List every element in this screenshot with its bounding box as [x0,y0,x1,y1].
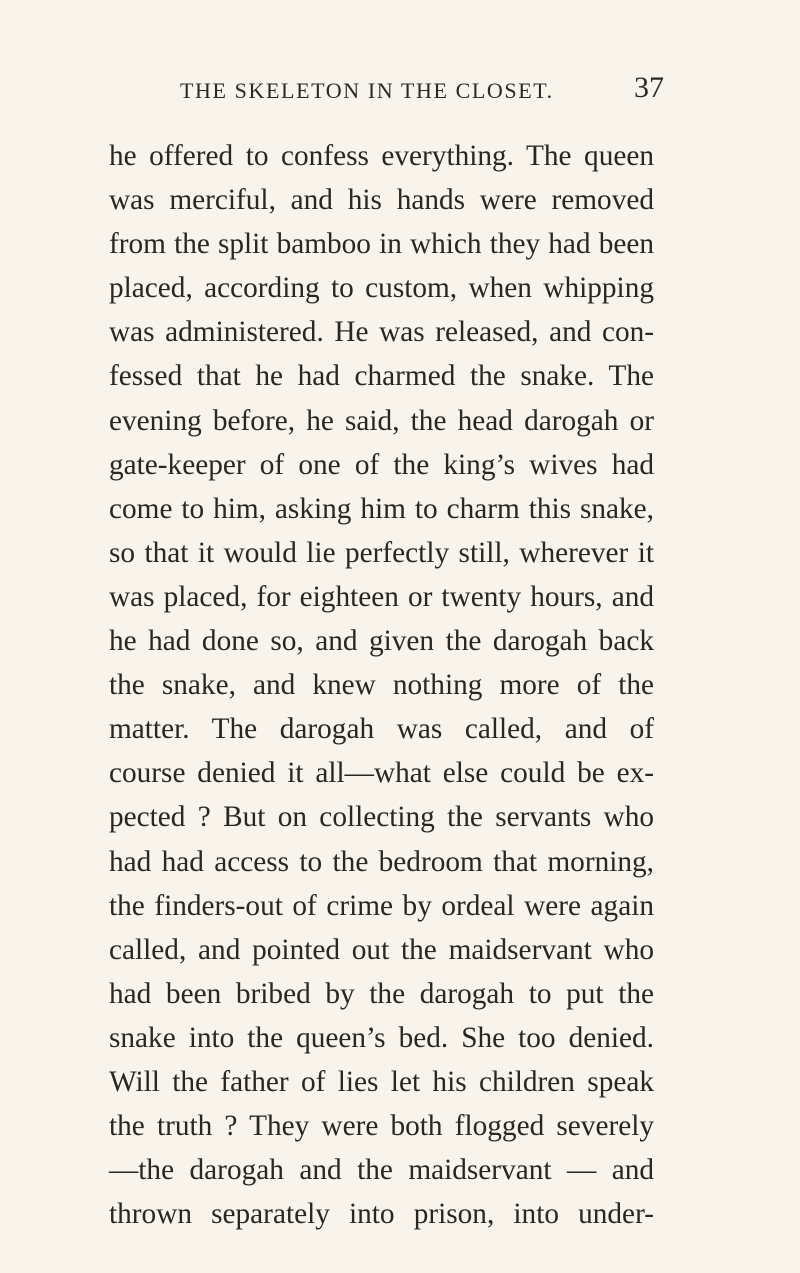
text-line: snake into the queen’s bed. She too denied. [109,1021,654,1054]
text-line: had had access to the bedroom that morning, [109,845,654,878]
text-line: from the split bamboo in which they had been [109,228,654,261]
text-line: he offered to confess everything. The queen [109,140,654,172]
text-line: evening before, he said, the head darogah or [109,404,654,437]
text-line: course denied it all—what else could be ex- [109,757,654,790]
page-number: 37 [634,71,664,104]
text-line: matter. The darogah was called, and of [109,713,654,746]
text-line: fessed that he had charmed the snake. The [109,360,654,393]
text-line: was administered. He was released, and con- [109,316,654,349]
text-line: Will the father of lies let his children speak [109,1065,654,1098]
text-line: so that it would lie perfectly still, wherever it [109,536,654,569]
running-title: THE SKELETON IN THE CLOSET. [180,78,554,103]
text-line: he had done so, and given the darogah back [109,625,654,658]
text-line: gate-keeper of one of the king’s wives had [109,448,654,481]
text-line: called, and pointed out the maidservant who [109,933,654,966]
text-line: was placed, for eighteen or twenty hours, and [109,580,654,613]
text-line: had been bribed by the darogah to put the [109,977,654,1010]
text-line: placed, according to custom, when whipping [109,272,654,305]
text-line: the snake, and knew nothing more of the [109,669,654,702]
text-line: —the darogah and the maidservant — and [109,1154,654,1187]
body-text [109,134,654,1236]
text-line: the truth ? They were both flogged severely [109,1110,654,1143]
text-line: was merciful, and his hands were removed [109,184,654,217]
text-line: the finders-out of crime by ordeal were again [109,889,654,922]
text-line: pected ? But on collecting the servants who [109,801,654,834]
text-line: thrown separately into prison, into under- [109,1198,654,1231]
text-line: come to him, asking him to charm this snake, [109,492,654,525]
running-head [140,71,664,118]
